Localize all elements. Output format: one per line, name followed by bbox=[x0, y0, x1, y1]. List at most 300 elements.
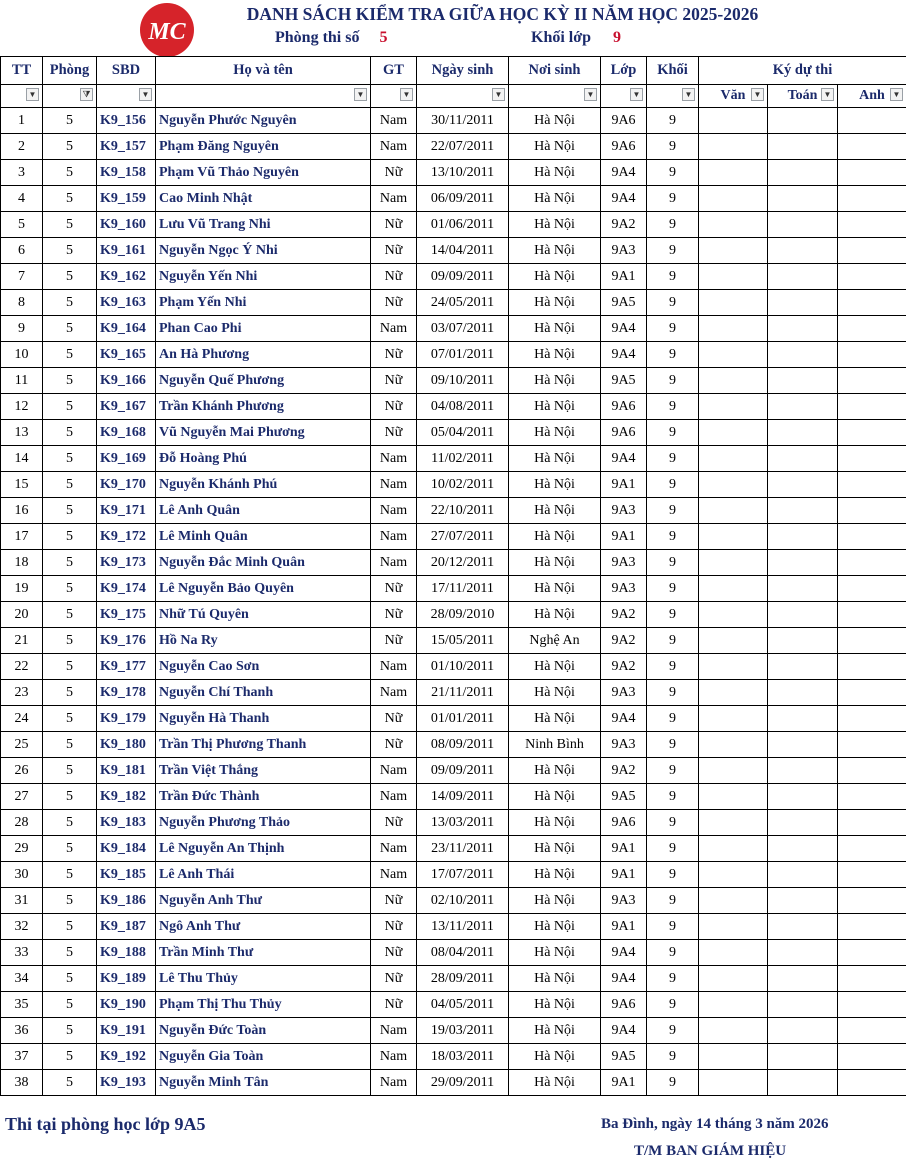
cell-pob: Hà Nội bbox=[509, 472, 601, 498]
cell-name: Trần Khánh Phương bbox=[156, 394, 371, 420]
dropdown-arrow-icon[interactable]: ▼ bbox=[139, 88, 152, 101]
cell-tt: 18 bbox=[1, 550, 43, 576]
signature-cell-anh[interactable] bbox=[838, 1044, 906, 1070]
cell-gt: Nữ bbox=[371, 966, 417, 992]
cell-dob: 17/11/2011 bbox=[417, 576, 509, 602]
signature-cell-van[interactable] bbox=[699, 420, 768, 446]
dropdown-arrow-icon[interactable]: ▼ bbox=[354, 88, 367, 101]
cell-dob: 07/01/2011 bbox=[417, 342, 509, 368]
subheader-toan bbox=[768, 85, 838, 108]
signature-cell-anh[interactable] bbox=[838, 992, 906, 1018]
cell-gt: Nữ bbox=[371, 420, 417, 446]
signature-cell-anh[interactable] bbox=[838, 160, 906, 186]
cell-pob: Hà Nội bbox=[509, 888, 601, 914]
cell-name: Lê Anh Quân bbox=[156, 498, 371, 524]
cell-sbd: K9_182 bbox=[97, 784, 156, 810]
signature-cell-toan[interactable] bbox=[768, 940, 838, 966]
cell-tt: 25 bbox=[1, 732, 43, 758]
signature-cell-van[interactable] bbox=[699, 472, 768, 498]
signature-cell-anh[interactable] bbox=[838, 290, 906, 316]
cell-dob: 22/10/2011 bbox=[417, 498, 509, 524]
cell-name: Nguyễn Minh Tân bbox=[156, 1070, 371, 1096]
signature-cell-van[interactable] bbox=[699, 706, 768, 732]
table-row bbox=[1, 966, 906, 992]
signature-cell-van[interactable] bbox=[699, 264, 768, 290]
signature-cell-toan[interactable] bbox=[768, 160, 838, 186]
signature-cell-van[interactable] bbox=[699, 394, 768, 420]
cell-name: Lê Nguyễn An Thịnh bbox=[156, 836, 371, 862]
signature-cell-van[interactable] bbox=[699, 732, 768, 758]
signature-cell-anh[interactable] bbox=[838, 108, 906, 134]
cell-phong: 5 bbox=[43, 498, 97, 524]
cell-lop: 9A1 bbox=[601, 1070, 647, 1096]
cell-pob: Hà Nội bbox=[509, 836, 601, 862]
signature-cell-van[interactable] bbox=[699, 654, 768, 680]
cell-dob: 29/09/2011 bbox=[417, 1070, 509, 1096]
dropdown-arrow-icon[interactable]: ▼ bbox=[751, 88, 764, 101]
cell-pob: Hà Nội bbox=[509, 238, 601, 264]
signature-cell-anh[interactable] bbox=[838, 680, 906, 706]
cell-lop: 9A2 bbox=[601, 212, 647, 238]
signature-cell-anh[interactable] bbox=[838, 758, 906, 784]
signature-cell-van[interactable] bbox=[699, 680, 768, 706]
signature-cell-van[interactable] bbox=[699, 966, 768, 992]
signature-cell-van[interactable] bbox=[699, 446, 768, 472]
signature-cell-anh[interactable] bbox=[838, 732, 906, 758]
cell-sbd: K9_181 bbox=[97, 758, 156, 784]
signature-cell-toan[interactable] bbox=[768, 550, 838, 576]
dropdown-arrow-icon[interactable]: ▼ bbox=[821, 88, 834, 101]
cell-lop: 9A4 bbox=[601, 186, 647, 212]
table-row bbox=[1, 784, 906, 810]
cell-dob: 06/09/2011 bbox=[417, 186, 509, 212]
signature-cell-toan[interactable] bbox=[768, 472, 838, 498]
signature-cell-toan[interactable] bbox=[768, 108, 838, 134]
cell-pob: Hà Nội bbox=[509, 758, 601, 784]
signature-cell-toan[interactable] bbox=[768, 784, 838, 810]
signature-cell-van[interactable] bbox=[699, 368, 768, 394]
cell-name: Cao Minh Nhật bbox=[156, 186, 371, 212]
cell-phong: 5 bbox=[43, 264, 97, 290]
cell-lop: 9A6 bbox=[601, 420, 647, 446]
signature-cell-toan[interactable] bbox=[768, 758, 838, 784]
cell-khoi: 9 bbox=[647, 108, 699, 134]
cell-khoi: 9 bbox=[647, 186, 699, 212]
cell-lop: 9A4 bbox=[601, 446, 647, 472]
signature-cell-toan[interactable] bbox=[768, 186, 838, 212]
cell-phong: 5 bbox=[43, 966, 97, 992]
page-title: DANH SÁCH KIỂM TRA GIỮA HỌC KỲ II NĂM HỌC 2025-2026 bbox=[246, 4, 759, 24]
cell-dob: 03/07/2011 bbox=[417, 316, 509, 342]
cell-phong: 5 bbox=[43, 862, 97, 888]
grade-level bbox=[531, 29, 621, 47]
table-row bbox=[1, 368, 906, 394]
table-row bbox=[1, 810, 906, 836]
signature-cell-anh[interactable] bbox=[838, 238, 906, 264]
dropdown-arrow-icon[interactable]: ▼ bbox=[400, 88, 413, 101]
cell-lop: 9A6 bbox=[601, 992, 647, 1018]
cell-dob: 21/11/2011 bbox=[417, 680, 509, 706]
signature-cell-toan[interactable] bbox=[768, 992, 838, 1018]
cell-lop: 9A5 bbox=[601, 290, 647, 316]
signature-cell-anh[interactable] bbox=[838, 186, 906, 212]
cell-name: Vũ Nguyễn Mai Phương bbox=[156, 420, 371, 446]
cell-khoi: 9 bbox=[647, 758, 699, 784]
cell-phong: 5 bbox=[43, 134, 97, 160]
signature-cell-toan[interactable] bbox=[768, 524, 838, 550]
cell-name: Ngô Anh Thư bbox=[156, 914, 371, 940]
cell-tt: 13 bbox=[1, 420, 43, 446]
cell-khoi: 9 bbox=[647, 238, 699, 264]
cell-tt: 38 bbox=[1, 1070, 43, 1096]
signature-cell-anh[interactable] bbox=[838, 784, 906, 810]
cell-tt: 16 bbox=[1, 498, 43, 524]
cell-lop: 9A6 bbox=[601, 134, 647, 160]
cell-tt: 31 bbox=[1, 888, 43, 914]
cell-dob: 23/11/2011 bbox=[417, 836, 509, 862]
logo-text: MC bbox=[148, 19, 186, 45]
signature-cell-van[interactable] bbox=[699, 628, 768, 654]
signature-cell-toan[interactable] bbox=[768, 290, 838, 316]
signature-cell-anh[interactable] bbox=[838, 134, 906, 160]
signature-cell-toan[interactable] bbox=[768, 654, 838, 680]
cell-gt: Nữ bbox=[371, 342, 417, 368]
signature-cell-anh[interactable] bbox=[838, 472, 906, 498]
cell-gt: Nữ bbox=[371, 992, 417, 1018]
cell-tt: 23 bbox=[1, 680, 43, 706]
cell-pob: Hà Nội bbox=[509, 810, 601, 836]
signature-cell-van[interactable] bbox=[699, 1044, 768, 1070]
cell-pob: Hà Nội bbox=[509, 368, 601, 394]
dropdown-arrow-icon[interactable]: ▼ bbox=[682, 88, 695, 101]
cell-name: Lê Minh Quân bbox=[156, 524, 371, 550]
signature-cell-toan[interactable] bbox=[768, 680, 838, 706]
signature-cell-van[interactable] bbox=[699, 524, 768, 550]
signature-cell-toan[interactable] bbox=[768, 394, 838, 420]
signature-cell-anh[interactable] bbox=[838, 264, 906, 290]
cell-gt: Nam bbox=[371, 836, 417, 862]
signature-cell-toan[interactable] bbox=[768, 498, 838, 524]
signature-cell-anh[interactable] bbox=[838, 862, 906, 888]
signature-cell-toan[interactable] bbox=[768, 706, 838, 732]
signature-cell-anh[interactable] bbox=[838, 602, 906, 628]
signature-cell-toan[interactable] bbox=[768, 264, 838, 290]
cell-sbd: K9_167 bbox=[97, 394, 156, 420]
signature-cell-toan[interactable] bbox=[768, 238, 838, 264]
signature-cell-toan[interactable] bbox=[768, 914, 838, 940]
signature-cell-anh[interactable] bbox=[838, 810, 906, 836]
cell-tt: 15 bbox=[1, 472, 43, 498]
signature-cell-toan[interactable] bbox=[768, 576, 838, 602]
table-row bbox=[1, 420, 906, 446]
signature-cell-anh[interactable] bbox=[838, 498, 906, 524]
cell-gt: Nữ bbox=[371, 290, 417, 316]
cell-tt: 6 bbox=[1, 238, 43, 264]
signature-cell-van[interactable] bbox=[699, 810, 768, 836]
filter-cell-tt bbox=[1, 85, 43, 108]
signature-cell-van[interactable] bbox=[699, 836, 768, 862]
dropdown-arrow-icon[interactable]: ▼ bbox=[26, 88, 39, 101]
signature-cell-toan[interactable] bbox=[768, 628, 838, 654]
cell-pob: Hà Nội bbox=[509, 264, 601, 290]
cell-phong: 5 bbox=[43, 732, 97, 758]
cell-khoi: 9 bbox=[647, 680, 699, 706]
cell-tt: 7 bbox=[1, 264, 43, 290]
signature-cell-van[interactable] bbox=[699, 212, 768, 238]
signature-cell-anh[interactable] bbox=[838, 706, 906, 732]
cell-name: Nguyễn Quế Phương bbox=[156, 368, 371, 394]
cell-gt: Nữ bbox=[371, 732, 417, 758]
signature-cell-toan[interactable] bbox=[768, 1018, 838, 1044]
cell-sbd: K9_180 bbox=[97, 732, 156, 758]
cell-phong: 5 bbox=[43, 706, 97, 732]
signature-cell-van[interactable] bbox=[699, 602, 768, 628]
cell-khoi: 9 bbox=[647, 316, 699, 342]
cell-tt: 9 bbox=[1, 316, 43, 342]
cell-tt: 32 bbox=[1, 914, 43, 940]
cell-pob: Hà Nội bbox=[509, 498, 601, 524]
cell-lop: 9A6 bbox=[601, 810, 647, 836]
subheader-van-label: Văn bbox=[720, 88, 746, 103]
cell-khoi: 9 bbox=[647, 992, 699, 1018]
cell-phong: 5 bbox=[43, 836, 97, 862]
cell-tt: 35 bbox=[1, 992, 43, 1018]
cell-sbd: K9_189 bbox=[97, 966, 156, 992]
table-row bbox=[1, 680, 906, 706]
signature-cell-van[interactable] bbox=[699, 134, 768, 160]
signature-cell-van[interactable] bbox=[699, 316, 768, 342]
cell-khoi: 9 bbox=[647, 342, 699, 368]
signature-cell-anh[interactable] bbox=[838, 940, 906, 966]
signature-cell-toan[interactable] bbox=[768, 420, 838, 446]
cell-khoi: 9 bbox=[647, 836, 699, 862]
signature-cell-van[interactable] bbox=[699, 862, 768, 888]
table-row bbox=[1, 264, 906, 290]
cell-sbd: K9_193 bbox=[97, 1070, 156, 1096]
cell-lop: 9A5 bbox=[601, 784, 647, 810]
cell-phong: 5 bbox=[43, 238, 97, 264]
cell-pob: Hà Nội bbox=[509, 862, 601, 888]
signature-cell-anh[interactable] bbox=[838, 914, 906, 940]
cell-name: Nguyễn Anh Thư bbox=[156, 888, 371, 914]
table-row bbox=[1, 446, 906, 472]
signature-cell-anh[interactable] bbox=[838, 836, 906, 862]
cell-sbd: K9_172 bbox=[97, 524, 156, 550]
filter-active-icon[interactable]: ⧩ bbox=[80, 88, 93, 101]
cell-phong: 5 bbox=[43, 316, 97, 342]
cell-phong: 5 bbox=[43, 654, 97, 680]
cell-name: Nguyễn Cao Sơn bbox=[156, 654, 371, 680]
cell-pob: Hà Nội bbox=[509, 420, 601, 446]
cell-name: Phan Cao Phi bbox=[156, 316, 371, 342]
signature-cell-van[interactable] bbox=[699, 290, 768, 316]
signature-cell-van[interactable] bbox=[699, 186, 768, 212]
signature-cell-toan[interactable] bbox=[768, 1070, 838, 1096]
table-row bbox=[1, 628, 906, 654]
cell-tt: 17 bbox=[1, 524, 43, 550]
signature-cell-anh[interactable] bbox=[838, 888, 906, 914]
signature-cell-toan[interactable] bbox=[768, 446, 838, 472]
cell-dob: 14/04/2011 bbox=[417, 238, 509, 264]
cell-phong: 5 bbox=[43, 602, 97, 628]
signature-cell-van[interactable] bbox=[699, 914, 768, 940]
cell-lop: 9A3 bbox=[601, 238, 647, 264]
signature-cell-anh[interactable] bbox=[838, 368, 906, 394]
dropdown-arrow-icon[interactable]: ▼ bbox=[584, 88, 597, 101]
cell-lop: 9A5 bbox=[601, 368, 647, 394]
cell-dob: 14/09/2011 bbox=[417, 784, 509, 810]
signature-cell-anh[interactable] bbox=[838, 316, 906, 342]
cell-sbd: K9_169 bbox=[97, 446, 156, 472]
cell-gt: Nữ bbox=[371, 394, 417, 420]
signature-cell-toan[interactable] bbox=[768, 316, 838, 342]
cell-khoi: 9 bbox=[647, 212, 699, 238]
cell-pob: Hà Nội bbox=[509, 654, 601, 680]
dropdown-arrow-icon[interactable]: ▼ bbox=[890, 88, 903, 101]
cell-phong: 5 bbox=[43, 914, 97, 940]
dropdown-arrow-icon[interactable]: ▼ bbox=[630, 88, 643, 101]
signature-cell-anh[interactable] bbox=[838, 420, 906, 446]
signature-cell-anh[interactable] bbox=[838, 394, 906, 420]
signature-cell-anh[interactable] bbox=[838, 342, 906, 368]
signature-cell-toan[interactable] bbox=[768, 342, 838, 368]
cell-khoi: 9 bbox=[647, 706, 699, 732]
signature-cell-van[interactable] bbox=[699, 498, 768, 524]
cell-pob: Hà Nội bbox=[509, 1044, 601, 1070]
cell-khoi: 9 bbox=[647, 966, 699, 992]
signature-cell-toan[interactable] bbox=[768, 888, 838, 914]
cell-sbd: K9_170 bbox=[97, 472, 156, 498]
subheader-van bbox=[699, 85, 768, 108]
signature-cell-toan[interactable] bbox=[768, 732, 838, 758]
signature-cell-anh[interactable] bbox=[838, 1070, 906, 1096]
cell-pob: Hà Nội bbox=[509, 1018, 601, 1044]
cell-name: Lê Nguyễn Bảo Quyên bbox=[156, 576, 371, 602]
signature-cell-anh[interactable] bbox=[838, 1018, 906, 1044]
filter-cell-phong bbox=[43, 85, 97, 108]
cell-gt: Nữ bbox=[371, 238, 417, 264]
signature-cell-toan[interactable] bbox=[768, 212, 838, 238]
cell-sbd: K9_173 bbox=[97, 550, 156, 576]
table-row bbox=[1, 212, 906, 238]
signature-cell-van[interactable] bbox=[699, 758, 768, 784]
signature-cell-van[interactable] bbox=[699, 342, 768, 368]
cell-phong: 5 bbox=[43, 758, 97, 784]
cell-phong: 5 bbox=[43, 784, 97, 810]
subheader-anh-label: Anh bbox=[859, 88, 885, 103]
cell-dob: 19/03/2011 bbox=[417, 1018, 509, 1044]
cell-name: Phạm Thị Thu Thủy bbox=[156, 992, 371, 1018]
signature-cell-anh[interactable] bbox=[838, 966, 906, 992]
cell-lop: 9A3 bbox=[601, 498, 647, 524]
dropdown-arrow-icon[interactable]: ▼ bbox=[492, 88, 505, 101]
cell-gt: Nữ bbox=[371, 706, 417, 732]
cell-pob: Hà Nội bbox=[509, 784, 601, 810]
cell-phong: 5 bbox=[43, 550, 97, 576]
signature-cell-van[interactable] bbox=[699, 238, 768, 264]
col-header-name: Họ và tên bbox=[156, 57, 371, 85]
signature-cell-toan[interactable] bbox=[768, 966, 838, 992]
cell-gt: Nam bbox=[371, 316, 417, 342]
cell-pob: Hà Nội bbox=[509, 680, 601, 706]
signature-cell-van[interactable] bbox=[699, 888, 768, 914]
table-row bbox=[1, 992, 906, 1018]
cell-lop: 9A3 bbox=[601, 888, 647, 914]
table-row bbox=[1, 654, 906, 680]
cell-gt: Nữ bbox=[371, 368, 417, 394]
cell-pob: Hà Nội bbox=[509, 576, 601, 602]
cell-pob: Hà Nội bbox=[509, 550, 601, 576]
cell-tt: 33 bbox=[1, 940, 43, 966]
signature-cell-van[interactable] bbox=[699, 992, 768, 1018]
signature-cell-anh[interactable] bbox=[838, 628, 906, 654]
signature-cell-toan[interactable] bbox=[768, 810, 838, 836]
cell-lop: 9A1 bbox=[601, 836, 647, 862]
signature-cell-van[interactable] bbox=[699, 550, 768, 576]
cell-name: Nguyễn Đắc Minh Quân bbox=[156, 550, 371, 576]
signature-cell-toan[interactable] bbox=[768, 836, 838, 862]
cell-dob: 28/09/2010 bbox=[417, 602, 509, 628]
cell-khoi: 9 bbox=[647, 550, 699, 576]
signature-cell-toan[interactable] bbox=[768, 602, 838, 628]
signature-cell-toan[interactable] bbox=[768, 134, 838, 160]
signature-cell-van[interactable] bbox=[699, 576, 768, 602]
cell-lop: 9A1 bbox=[601, 472, 647, 498]
cell-khoi: 9 bbox=[647, 784, 699, 810]
table-row bbox=[1, 732, 906, 758]
signature-cell-van[interactable] bbox=[699, 940, 768, 966]
cell-khoi: 9 bbox=[647, 862, 699, 888]
cell-gt: Nam bbox=[371, 498, 417, 524]
signature-cell-van[interactable] bbox=[699, 108, 768, 134]
signature-cell-anh[interactable] bbox=[838, 212, 906, 238]
cell-phong: 5 bbox=[43, 472, 97, 498]
table-row bbox=[1, 108, 906, 134]
signature-cell-toan[interactable] bbox=[768, 862, 838, 888]
subheader-anh bbox=[838, 85, 906, 108]
cell-sbd: K9_190 bbox=[97, 992, 156, 1018]
signature-cell-van[interactable] bbox=[699, 160, 768, 186]
cell-dob: 13/03/2011 bbox=[417, 810, 509, 836]
cell-dob: 05/04/2011 bbox=[417, 420, 509, 446]
signature-cell-anh[interactable] bbox=[838, 446, 906, 472]
signature-cell-anh[interactable] bbox=[838, 550, 906, 576]
signature-cell-van[interactable] bbox=[699, 1070, 768, 1096]
cell-pob: Hà Nội bbox=[509, 966, 601, 992]
signature-cell-anh[interactable] bbox=[838, 576, 906, 602]
table-row bbox=[1, 186, 906, 212]
cell-pob: Hà Nội bbox=[509, 706, 601, 732]
cell-sbd: K9_192 bbox=[97, 1044, 156, 1070]
cell-name: An Hà Phương bbox=[156, 342, 371, 368]
cell-dob: 13/10/2011 bbox=[417, 160, 509, 186]
cell-dob: 22/07/2011 bbox=[417, 134, 509, 160]
cell-sbd: K9_178 bbox=[97, 680, 156, 706]
filter-cell-lop bbox=[601, 85, 647, 108]
cell-tt: 5 bbox=[1, 212, 43, 238]
cell-lop: 9A1 bbox=[601, 264, 647, 290]
signature-cell-toan[interactable] bbox=[768, 368, 838, 394]
student-rows bbox=[1, 108, 906, 1096]
signature-cell-toan[interactable] bbox=[768, 1044, 838, 1070]
signature-cell-van[interactable] bbox=[699, 784, 768, 810]
cell-sbd: K9_174 bbox=[97, 576, 156, 602]
signature-cell-van[interactable] bbox=[699, 1018, 768, 1044]
signature-cell-anh[interactable] bbox=[838, 654, 906, 680]
cell-name: Phạm Vũ Thảo Nguyên bbox=[156, 160, 371, 186]
signature-cell-anh[interactable] bbox=[838, 524, 906, 550]
cell-gt: Nam bbox=[371, 524, 417, 550]
